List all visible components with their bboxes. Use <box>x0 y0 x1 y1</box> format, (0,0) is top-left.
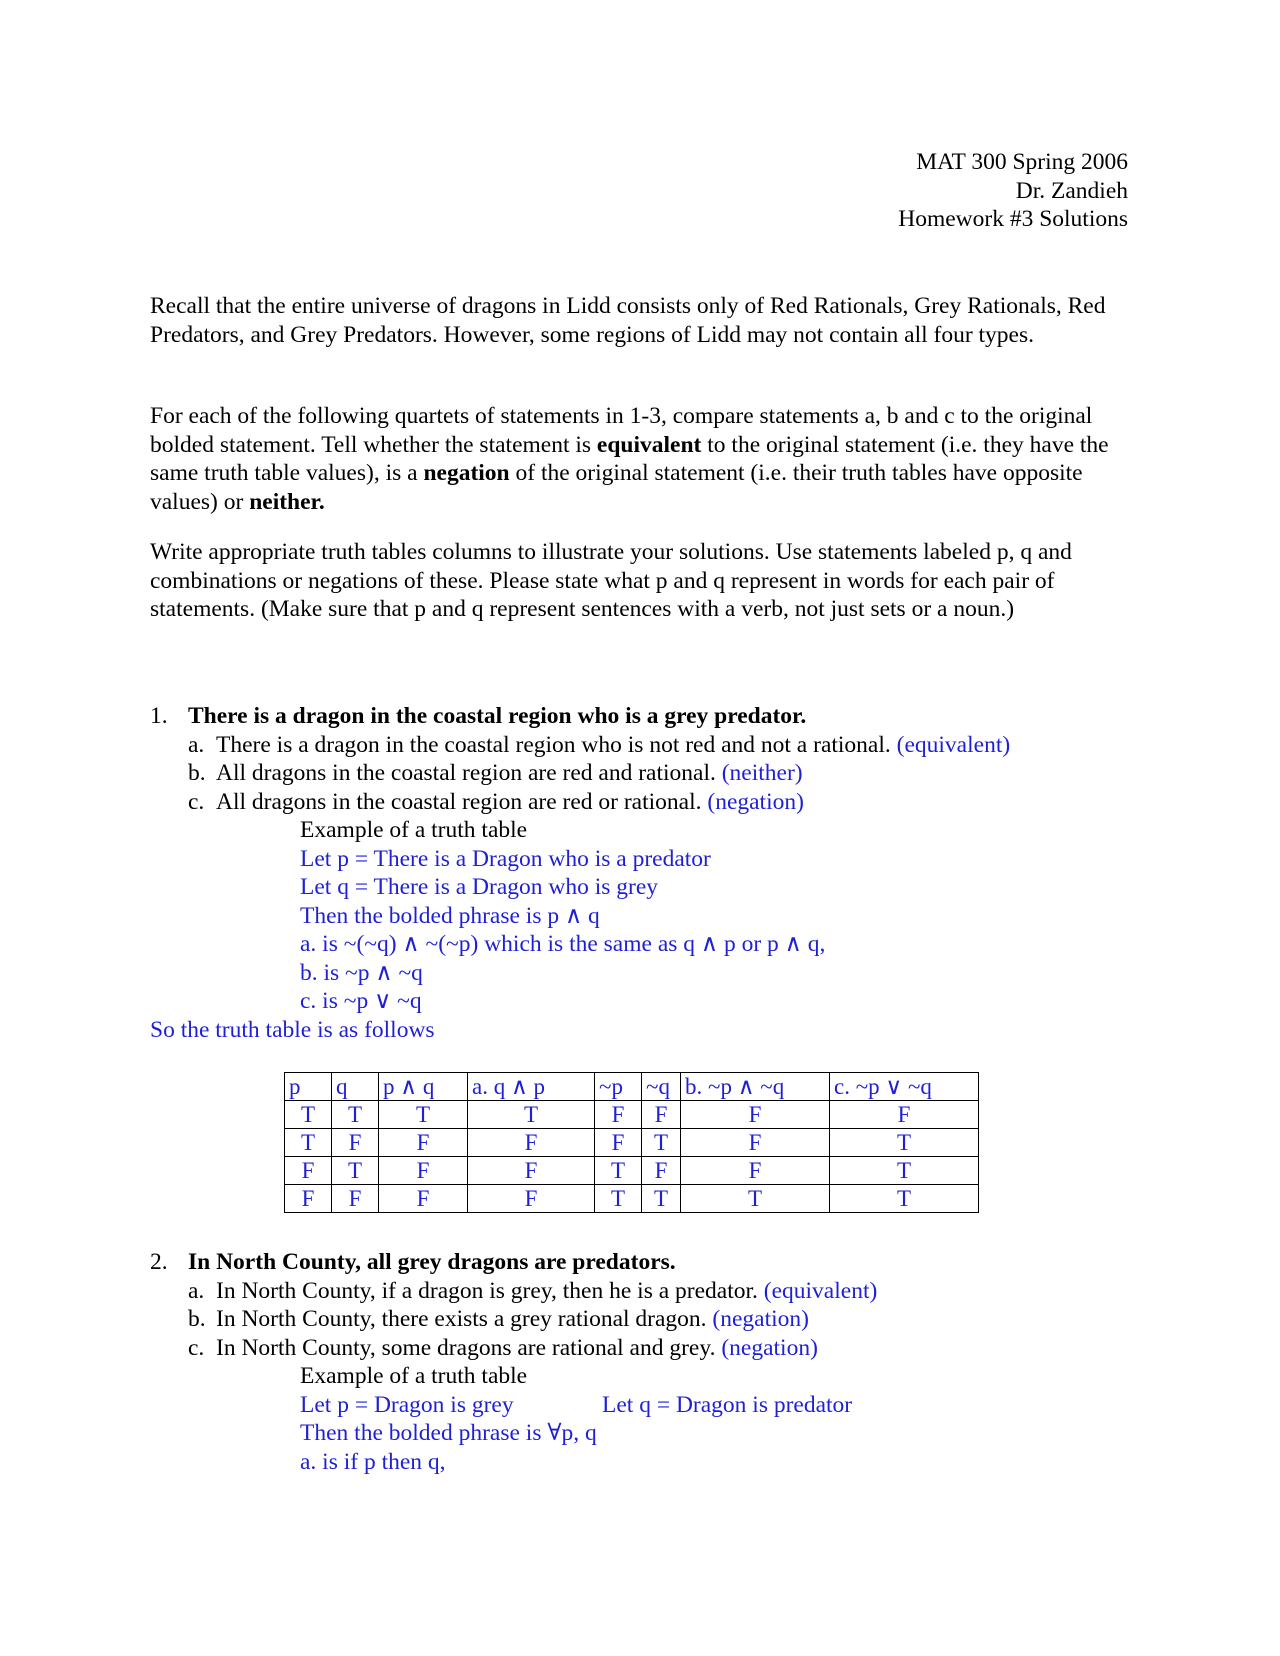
question-2-number: 2. <box>150 1249 168 1275</box>
intro-paragraph-3 <box>150 538 1130 624</box>
example-heading: Example of a truth table <box>300 1363 528 1389</box>
table-cell: T <box>642 1129 681 1157</box>
question-2-item-a <box>150 1277 1130 1306</box>
table-cell: T <box>332 1101 379 1129</box>
let-q: Let q = Dragon is predator <box>602 1391 853 1418</box>
question-1 <box>150 702 1130 1044</box>
table-cell: F <box>642 1101 681 1129</box>
item-letter: c. <box>188 1334 205 1361</box>
intro-text-2a: For each of the following quartets of statements in 1-3, compare statements a, b and c to the original bolded statement. Tell whether the statement is <box>150 403 1093 458</box>
item-text: All dragons in the coastal region are red and rational. <box>216 760 722 786</box>
question-1-item-a <box>150 731 1130 760</box>
question-2-item-b <box>150 1305 1130 1334</box>
intro-text-2b: to the original statement (i.e. they have the same truth table values), is a <box>150 431 1109 486</box>
intro-text-1: Recall that the entire universe of dragons in Lidd consists only of Red Rationals, Grey Rationals, Red Predators, and Grey Predators. However, some regions of Lidd may not contain all four types. <box>150 293 1106 348</box>
document-header <box>898 148 1128 234</box>
item-letter: a. <box>188 1277 205 1304</box>
table-row <box>285 1185 979 1213</box>
intro-paragraph-1 <box>150 292 1130 349</box>
table-cell: F <box>332 1129 379 1157</box>
header-cell: q <box>332 1073 379 1101</box>
table-cell: F <box>681 1101 830 1129</box>
table-cell: T <box>830 1185 979 1213</box>
form-a: a. is ~(~q) ∧ ~(~p) which is the same as q ∧ p or p ∧ q, <box>300 931 826 957</box>
item-answer: (equivalent) <box>896 731 1011 758</box>
item-answer: (equivalent) <box>763 1277 878 1304</box>
instructor-line: Dr. Zandieh <box>1015 177 1128 204</box>
form-c: c. is ~p ∨ ~q <box>300 988 422 1014</box>
question-1-item-c <box>150 788 1130 817</box>
table-cell: T <box>642 1185 681 1213</box>
header-cell: c. ~p ∨ ~q <box>830 1073 979 1101</box>
item-letter: c. <box>188 788 205 815</box>
table-cell: T <box>332 1157 379 1185</box>
table-cell: F <box>595 1129 642 1157</box>
table-cell: F <box>830 1101 979 1129</box>
header-cell: b. ~p ∧ ~q <box>681 1073 830 1101</box>
table-row <box>285 1157 979 1185</box>
table-cell: T <box>595 1157 642 1185</box>
form-a: a. is if p then q, <box>300 1448 446 1475</box>
item-text: In North County, there exists a grey rational dragon. <box>216 1306 713 1332</box>
question-1-title <box>150 702 1130 731</box>
let-q: Let q = There is a Dragon who is grey <box>300 874 659 900</box>
item-answer: (negation) <box>712 1306 809 1332</box>
item-text: In North County, if a dragon is grey, then he is a predator. <box>216 1277 764 1304</box>
intro-text-2 <box>150 402 1130 516</box>
table-cell: F <box>285 1185 332 1213</box>
table-cell: F <box>681 1157 830 1185</box>
table-cell: T <box>830 1129 979 1157</box>
table-cell: F <box>642 1157 681 1185</box>
header-cell: p <box>285 1073 332 1101</box>
table-cell: F <box>468 1185 595 1213</box>
header-cell: ~p <box>595 1073 642 1101</box>
question-2-statement: In North County, all grey dragons are predators. <box>188 1249 676 1275</box>
table-cell: F <box>379 1129 468 1157</box>
intro-paragraph-2 <box>150 402 1130 516</box>
item-letter: b. <box>188 1306 206 1332</box>
let-p: Let p = There is a Dragon who is a predator <box>300 845 711 872</box>
item-answer: (negation) <box>707 788 804 815</box>
intro-text-2c: of the original statement (i.e. their truth tables have opposite values) or <box>150 460 1083 515</box>
term-equivalent: equivalent <box>596 431 702 458</box>
intro-text-3: Write appropriate truth tables columns to illustrate your solutions. Use statements labeled p, q and combinations or negations of these. Please state what p and q represent in words for each pair of statements. (Make sure that p and q represent sentences with a verb, not just sets or a noun.) <box>150 539 1072 622</box>
table-cell: F <box>332 1185 379 1213</box>
item-answer: (neither) <box>721 760 803 786</box>
table-cell: T <box>379 1101 468 1129</box>
table-cell: F <box>468 1129 595 1157</box>
item-text: All dragons in the coastal region are red or rational. <box>216 788 708 815</box>
bolded-phrase-form: Then the bolded phrase is ∀p, q <box>300 1420 597 1446</box>
item-letter: a. <box>188 731 205 758</box>
item-answer: (negation) <box>721 1334 818 1361</box>
example-heading: Example of a truth table <box>300 817 528 843</box>
table-cell: F <box>379 1157 468 1185</box>
question-2-item-c <box>150 1334 1130 1363</box>
table-cell: F <box>379 1185 468 1213</box>
term-neither: neither. <box>249 488 325 515</box>
question-1-statement: There is a dragon in the coastal region who is a grey predator. <box>188 703 807 729</box>
title-line: Homework #3 Solutions <box>898 206 1128 232</box>
table-cell: T <box>285 1101 332 1129</box>
truth-table-header-row <box>285 1073 979 1101</box>
question-1-item-b <box>150 759 1130 788</box>
question-2 <box>150 1248 1130 1476</box>
table-cell: F <box>468 1157 595 1185</box>
course-line: MAT 300 Spring 2006 <box>916 149 1128 175</box>
header-cell: p ∧ q <box>379 1073 468 1101</box>
table-cell: T <box>595 1185 642 1213</box>
table-cell: T <box>681 1185 830 1213</box>
header-cell: ~q <box>642 1073 681 1101</box>
bolded-phrase-form: Then the bolded phrase is p ∧ q <box>300 902 600 929</box>
table-cell: T <box>830 1157 979 1185</box>
truth-table-intro: So the truth table is as follows <box>150 1016 435 1043</box>
table-cell: F <box>595 1101 642 1129</box>
let-line <box>150 1391 1130 1420</box>
table-row <box>285 1129 979 1157</box>
header-cell: a. q ∧ p <box>468 1073 595 1101</box>
question-2-title <box>150 1248 1130 1277</box>
table-cell: F <box>285 1157 332 1185</box>
form-b: b. is ~p ∧ ~q <box>300 959 423 986</box>
table-cell: T <box>285 1129 332 1157</box>
item-text: There is a dragon in the coastal region who is not red and not a rational. <box>216 731 897 758</box>
let-p: Let p = Dragon is grey <box>300 1391 514 1418</box>
item-letter: b. <box>188 760 206 786</box>
table-cell: F <box>681 1129 830 1157</box>
table-row <box>285 1101 979 1129</box>
term-negation: negation <box>423 460 510 486</box>
item-text: In North County, some dragons are rational and grey. <box>216 1334 722 1361</box>
question-1-number: 1. <box>150 703 168 729</box>
truth-table <box>284 1072 979 1213</box>
table-cell: T <box>468 1101 595 1129</box>
